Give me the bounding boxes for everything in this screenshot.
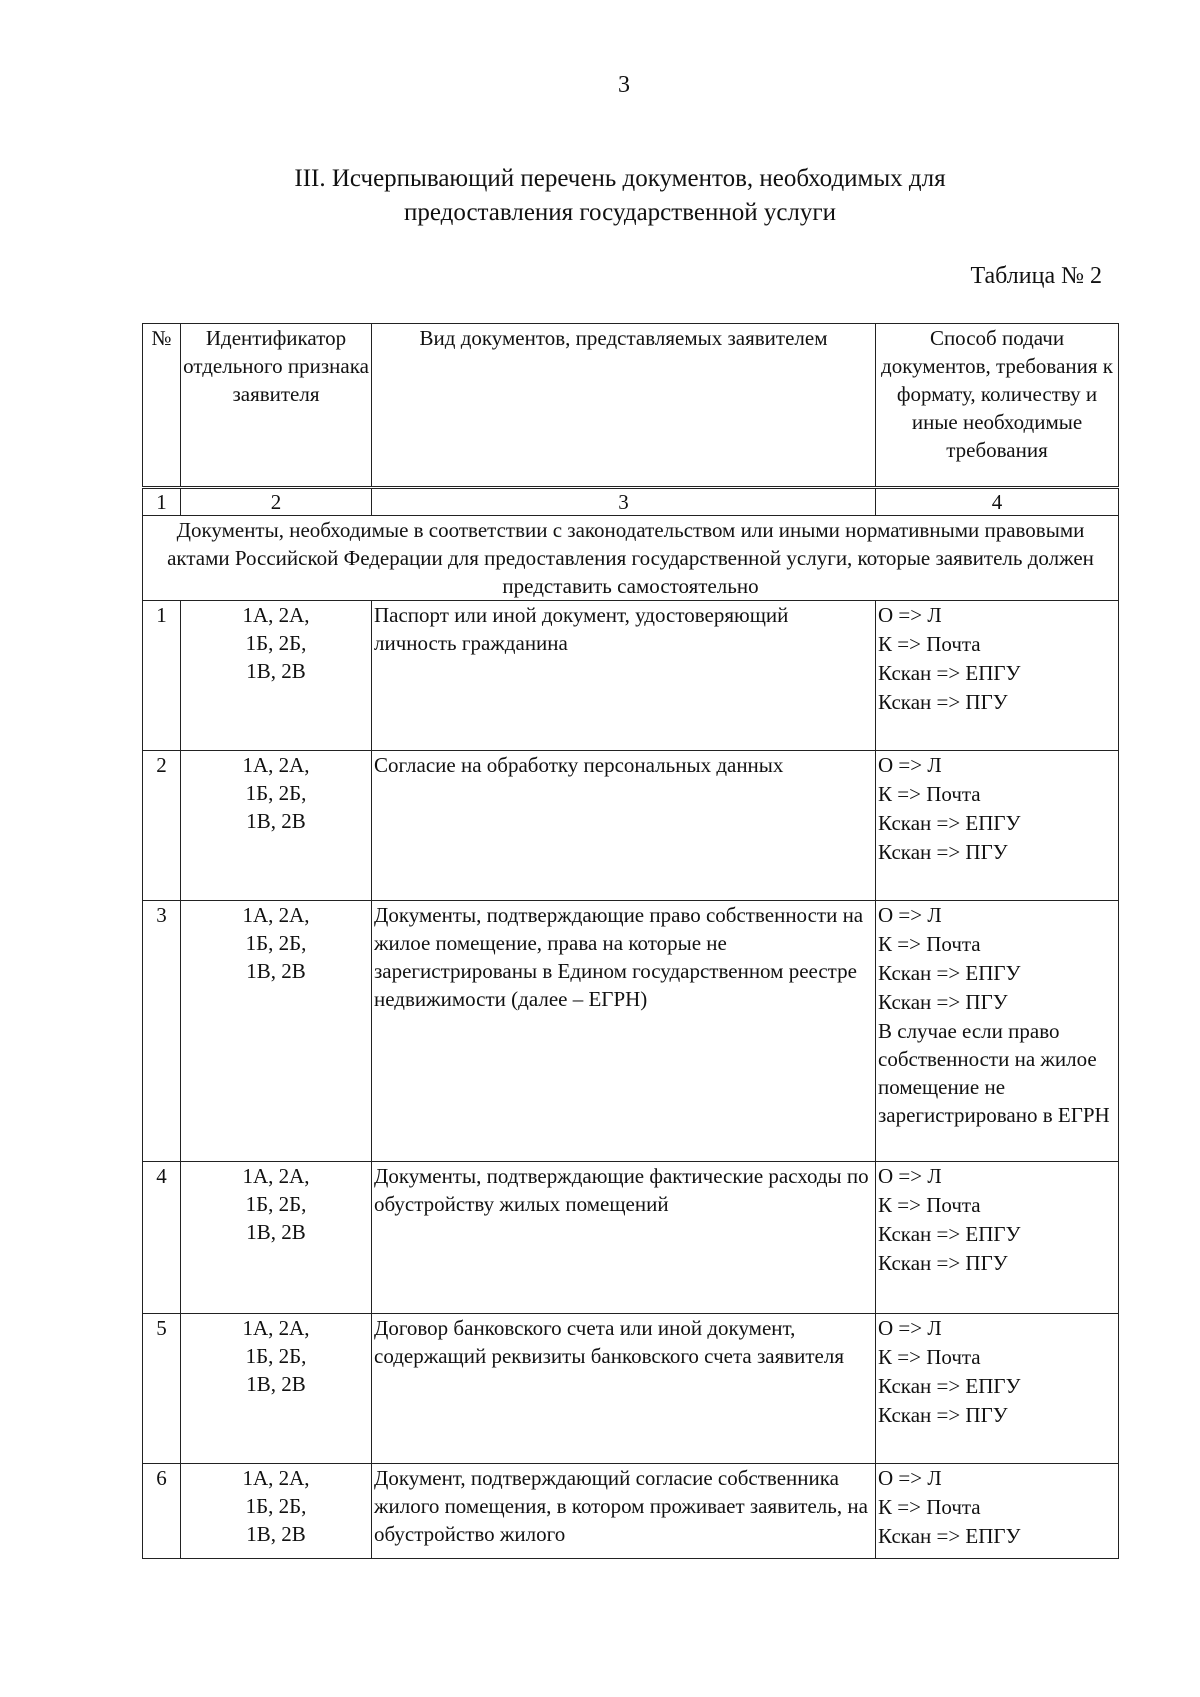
documents-table	[142, 323, 1119, 1559]
identifier-line: 1В, 2В	[246, 809, 306, 833]
document-type: Документ, подтверждающий согласие собственника жилого помещения, в котором проживает заявитель, на обустройство жилого	[372, 1464, 876, 1559]
table-row	[143, 901, 1119, 1162]
method-line: Кскан => ПГУ	[878, 990, 1008, 1014]
applicant-identifier	[181, 751, 372, 901]
row-number: 1	[143, 601, 181, 751]
method-line: Кскан => ЕПГУ	[878, 811, 1021, 835]
header-submission-method: Способ подачи документов, требования к формату, количеству и иные необходимые требования	[876, 324, 1119, 488]
column-number: 2	[181, 488, 372, 516]
method-line: О => Л	[878, 753, 942, 777]
table-row	[143, 601, 1119, 751]
applicant-identifier	[181, 1314, 372, 1464]
identifier-line: 1А, 2А,	[242, 903, 310, 927]
identifier-line: 1Б, 2Б,	[245, 1344, 307, 1368]
row-number: 2	[143, 751, 181, 901]
document-type: Согласие на обработку персональных данных	[372, 751, 876, 901]
method-line: Кскан => ЕПГУ	[878, 1524, 1021, 1548]
identifier-line: 1Б, 2Б,	[245, 931, 307, 955]
table-row	[143, 1314, 1119, 1464]
identifier-line: 1В, 2В	[246, 659, 306, 683]
method-line: К => Почта	[878, 932, 981, 956]
submission-method	[876, 1464, 1119, 1559]
row-number: 3	[143, 901, 181, 1162]
method-line: К => Почта	[878, 1193, 981, 1217]
header-no: №	[143, 324, 181, 488]
submission-method	[876, 1314, 1119, 1464]
section-title	[180, 162, 1060, 230]
table-header-row	[143, 324, 1119, 488]
identifier-line: 1Б, 2Б,	[245, 781, 307, 805]
method-line: Кскан => ЕПГУ	[878, 961, 1021, 985]
method-line: К => Почта	[878, 632, 981, 656]
identifier-line: 1В, 2В	[246, 1372, 306, 1396]
method-line: О => Л	[878, 903, 942, 927]
column-number-row	[143, 488, 1119, 516]
applicant-identifier	[181, 901, 372, 1162]
method-line: К => Почта	[878, 1345, 981, 1369]
column-number: 4	[876, 488, 1119, 516]
method-line: О => Л	[878, 1164, 942, 1188]
header-identifier: Идентификатор отдельного признака заявителя	[181, 324, 372, 488]
method-line: Кскан => ПГУ	[878, 1403, 1008, 1427]
table-row	[143, 1162, 1119, 1314]
table-row	[143, 1464, 1119, 1559]
method-line: Кскан => ЕПГУ	[878, 1374, 1021, 1398]
identifier-line: 1Б, 2Б,	[245, 631, 307, 655]
document-type: Договор банковского счета или иной документ, содержащий реквизиты банковского счета заявителя	[372, 1314, 876, 1464]
identifier-line: 1В, 2В	[246, 1220, 306, 1244]
submission-method	[876, 601, 1119, 751]
method-line: Кскан => ЕПГУ	[878, 1222, 1021, 1246]
section-heading-row	[143, 516, 1119, 601]
row-number: 5	[143, 1314, 181, 1464]
table-row	[143, 751, 1119, 901]
method-line: О => Л	[878, 1316, 942, 1340]
identifier-line: 1А, 2А,	[242, 603, 310, 627]
submission-method	[876, 901, 1119, 1162]
identifier-line: 1А, 2А,	[242, 1316, 310, 1340]
identifier-line: 1А, 2А,	[242, 1466, 310, 1490]
identifier-line: 1А, 2А,	[242, 1164, 310, 1188]
section-heading: Документы, необходимые в соответствии с законодательством или иными нормативными правовыми актами Российской Федерации для предоставления государственной услуги, которые заявитель должен представить самостоятельно	[143, 516, 1119, 601]
applicant-identifier	[181, 1464, 372, 1559]
method-line: Кскан => ПГУ	[878, 690, 1008, 714]
submission-method	[876, 1162, 1119, 1314]
method-line: К => Почта	[878, 782, 981, 806]
document-type: Паспорт или иной документ, удостоверяющий личность гражданина	[372, 601, 876, 751]
identifier-line: 1В, 2В	[246, 1522, 306, 1546]
method-line: Кскан => ЕПГУ	[878, 661, 1021, 685]
row-number: 6	[143, 1464, 181, 1559]
row-number: 4	[143, 1162, 181, 1314]
submission-method	[876, 751, 1119, 901]
column-number: 1	[143, 488, 181, 516]
section-title-line-2: предоставления государственной услуги	[403, 199, 837, 226]
table-caption: Таблица № 2	[970, 263, 1102, 289]
method-line: Кскан => ПГУ	[878, 1251, 1008, 1275]
identifier-line: 1В, 2В	[246, 959, 306, 983]
section-title-line-1: III. Исчерпывающий перечень документов, необходимых для	[294, 165, 946, 192]
page-number: 3	[618, 72, 630, 98]
identifier-line: 1А, 2А,	[242, 753, 310, 777]
method-line: О => Л	[878, 1466, 942, 1490]
method-line: О => Л	[878, 603, 942, 627]
header-document-type: Вид документов, представляемых заявителем	[372, 324, 876, 488]
document-type: Документы, подтверждающие фактические расходы по обустройству жилых помещений	[372, 1162, 876, 1314]
column-number: 3	[372, 488, 876, 516]
applicant-identifier	[181, 1162, 372, 1314]
method-line: Кскан => ПГУ	[878, 840, 1008, 864]
method-note: В случае если право собственности на жилое помещение не зарегистрировано в ЕГРН	[878, 1019, 1110, 1127]
applicant-identifier	[181, 601, 372, 751]
method-line: К => Почта	[878, 1495, 981, 1519]
document-type: Документы, подтверждающие право собственности на жилое помещение, права на которые не зарегистрированы в Едином государственном реестре недвижимости (далее – ЕГРН)	[372, 901, 876, 1162]
identifier-line: 1Б, 2Б,	[245, 1192, 307, 1216]
identifier-line: 1Б, 2Б,	[245, 1494, 307, 1518]
